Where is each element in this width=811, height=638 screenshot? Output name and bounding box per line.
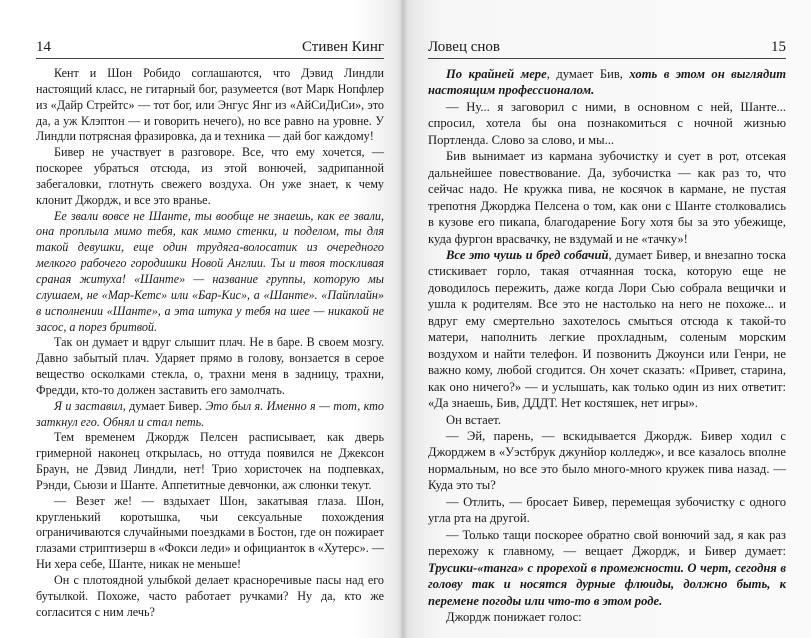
right-page-number: 15 — [771, 39, 786, 55]
text-run: Кент и Шон Робидо соглашаются, что Дэвид Линдли настоящий класс, не гитарный бог, разумеется (вот Марк Нопфлер из «Дайр Стрейтс» — тот бог, или Энгус Янг из «АйСиДиСи», это да, а уж Клэптон — и говорить нечего), но все равно на уровне. У Линдли потрясная фразировка, да и техника — дай бог каждому! — [36, 66, 384, 144]
paragraph — [428, 148, 786, 247]
right-page — [402, 0, 811, 638]
left-page — [0, 0, 402, 638]
text-run: Все это чушь и бред собачий — [446, 247, 609, 262]
text-run: — Только тащи поскорее обратно свой вонючий зад, я как раз перехожу к главному, — вещает Джордж, и Бивер думает: — [428, 527, 786, 559]
text-run: , думает Бивер. — [122, 398, 206, 413]
paragraph — [36, 573, 384, 621]
paragraph — [36, 209, 384, 336]
paragraph — [428, 609, 786, 625]
text-run: Тем временем Джордж Пелсен расписывает, как дверь гримерной наконец открылась, но оттуда появился не Джексон Браун, не Дэвид Линдли, нет! Трио хористочек на подпевках, Рэнди, Сьюзи и Шанте. Аппетитные девчонки, аж слюнки текут. — [36, 430, 384, 492]
text-run: — Везет же! — вздыхает Шон, закатывая глаза. Шон, кругленький коротышка, чьи сексуальные похождения ограничиваются случайными поездками в Бостон, где он пожирает глазами стриптизерш в «Фокси леди» и официанток в «Хутерс». — Ни хера себе, Шанте, никак не меньше! — [36, 493, 384, 572]
text-run: Это был я. Именно я — тот, кто заткнул его. Обнял и стал петь. — [36, 398, 385, 429]
text-run: Трусики-«танга» с прорехой в промежности. О черт, сегодня в голову так и носятся дурные флюиды, должно быть, к перемене погоды или что-то в этом роде. — [428, 560, 786, 608]
text-run: , думает Бивер, и внезапно тоска стискивает горло, такая отчаянная тоска, которую еще не доводилось пережить, даже когда Лори Сью собрала вещички и ушла к родителям. Все это не настолько на него не похоже... и вдруг ему смертельно захотелось смыться отсюда к такой-то матери, наполнить легкие прохладным, соленым морским воздухом и найти телефон. И позвонить Джоунси или Генри, не важно кому, любой сгодится. Он хочет сказать: «Привет, старина, как оно ничего?» — и услышать, как только один из них ответит: «Да знаешь, Бив, ДДДТ. Нет костяшек, нет игры». — [428, 247, 786, 411]
text-run: Он встает. — [446, 412, 501, 427]
paragraph — [428, 412, 786, 428]
paragraph — [428, 66, 786, 99]
right-header-rule — [428, 58, 786, 59]
left-page-number: 14 — [36, 39, 51, 55]
right-page-body — [428, 66, 786, 625]
text-run: По крайней мере — [446, 67, 547, 81]
paragraph — [428, 428, 786, 494]
text-run: Джордж понижает голос: — [446, 609, 582, 624]
paragraph — [36, 335, 384, 398]
text-run: хоть в этом он выглядит настоящим профессионалом. — [428, 67, 787, 98]
text-run: — Ну... я заговорил с ними, в основном с ней, Шанте... спросил, хотела бы она познакомиться с ночной жизнью Портленда. Слово за слово, и мы... — [428, 99, 786, 147]
text-run: Бивер не участвует в разговоре. Все, что ему хочется, — поскорее убраться отсюда, из этой вонючей, задрипанной забегаловки, глотнуть свежего воздуха. Он уже знает, к чему клонит Джордж, и все это вранье. — [36, 145, 384, 207]
left-running-head: Стивен Кинг — [301, 39, 384, 55]
paragraph — [428, 99, 786, 148]
right-running-head: Ловец снов — [428, 39, 500, 55]
text-run: Он с плотоядной улыбкой делает красноречивые пасы над его бутылкой. Похоже, часто работает ручками? Ну да, кто же согласится с ним лечь? — [36, 573, 384, 619]
text-run: — Отлить, — бросает Бивер, перемещая зубочистку с одного угла рта на другой. — [428, 494, 786, 526]
left-header-rule — [36, 58, 384, 59]
paragraph — [36, 399, 384, 431]
paragraph — [36, 430, 384, 493]
paragraph — [36, 145, 384, 208]
paragraph — [428, 494, 786, 527]
gutter-shadow — [398, 0, 408, 638]
text-run: , думает Бив, — [546, 67, 630, 81]
paragraph — [36, 66, 384, 145]
paragraph — [428, 247, 786, 412]
text-run: Ее звали вовсе не Шанте, ты вообще не знаешь, как ее звали, она проплыла мимо тебя, как мимо стенки, и поделом, ты для такой девушки, еще один трудяга-волосатик из очередного мелкого рабочего городишки Новой Англии. Ты и твоя тоскливая сраная житуха! «Шанте» — название группы, которую мы слушаем, не «Мар-Кетс» или «Бар-Кис», а «Шанте». «Пайплайн» в исполнении «Шанте», а эта штука у тебя на шее — никакой не засос, а порез бритвой. — [36, 208, 384, 334]
text-run: — Эй, парень, — вскидывается Джордж. Бивер ходил с Джорджем в «Уэстбрук джунйор колледж», и все казалось вполне нормальным, но все это было много-много кружек пива назад. — Куда это ты? — [428, 428, 786, 493]
text-run: Бив вынимает из кармана зубочистку и сует в рот, отсекая дальнейшее повествование. Да, зубочистка — как раз то, что сейчас надо. Не кружка пива, не косячок в кармане, не пустая трепотня Джорджа Пелсена о том, как они с Шанте столковались в кузове его пикапа, благодарение Богу хотя бы за это убежище, куда фургон врасвачку, не вздумай и не «тачку»! — [428, 149, 786, 246]
text-run: Я и заставил — [54, 398, 123, 413]
text-run: Так он думает и вдруг слышит плач. Не в баре. В своем мозгу. Давно забытый плач. Ударяет прямо в голову, вонзается в серое вещество осколками стекла, о, трахни меня в задницу, трахни, Фредди, кто-то должен заставить его замолчать. — [36, 335, 384, 397]
paragraph — [36, 494, 384, 573]
left-page-body — [36, 66, 384, 621]
paragraph — [428, 527, 786, 609]
